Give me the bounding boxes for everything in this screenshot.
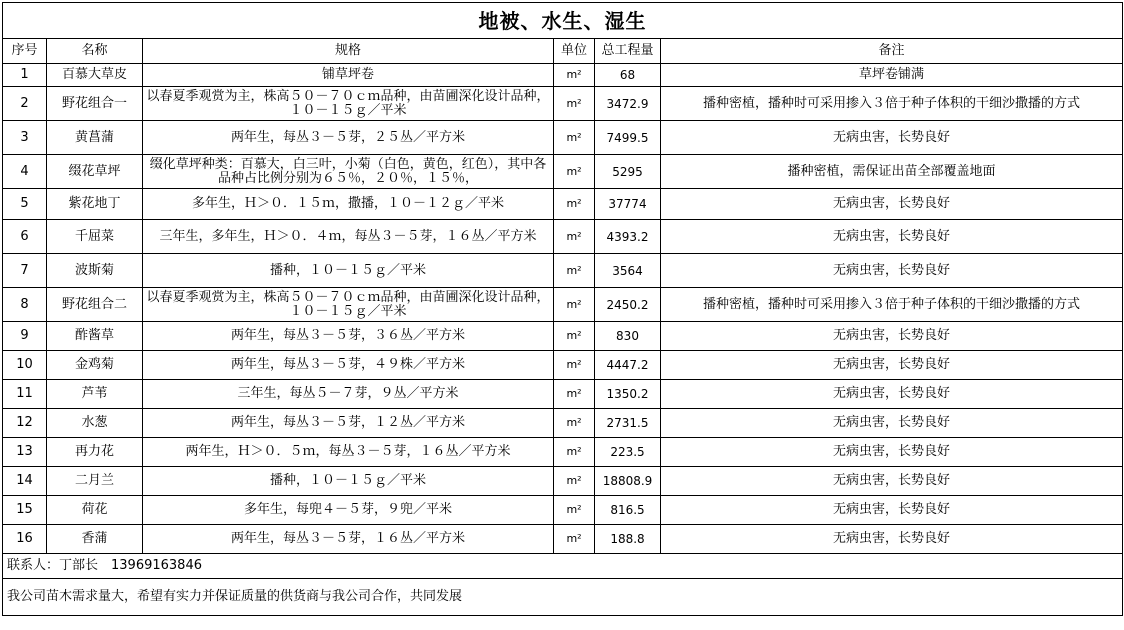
- plant-table: [2, 2, 1123, 616]
- table-row: [3, 351, 1123, 380]
- table-row: [3, 438, 1123, 467]
- row-unit: m²: [554, 525, 595, 554]
- row-note: 无病虫害，长势良好: [661, 220, 1123, 254]
- row-note: 播种密植，需保证出苗全部覆盖地面: [661, 155, 1123, 189]
- row-note: 无病虫害，长势良好: [661, 351, 1123, 380]
- table-row: [3, 64, 1123, 87]
- row-qty: 18808.9: [595, 467, 661, 496]
- row-index: 13: [3, 438, 47, 467]
- table-row: [3, 496, 1123, 525]
- row-spec: 缀化草坪种类：百慕大，白三叶，小菊（白色，黄色，红色），其中各品种占比例分别为６５％，２０％，１５％，: [143, 155, 554, 189]
- row-spec: 播种，１０－１５ｇ／平米: [143, 467, 554, 496]
- row-qty: 223.5: [595, 438, 661, 467]
- row-name: 荷花: [47, 496, 143, 525]
- table-row: [3, 220, 1123, 254]
- row-note: 无病虫害，长势良好: [661, 525, 1123, 554]
- row-note: 草坪卷铺满: [661, 64, 1123, 87]
- row-name: 黄菖蒲: [47, 121, 143, 155]
- header-index: 序号: [3, 39, 47, 64]
- header-spec: 规格: [143, 39, 554, 64]
- row-note: 无病虫害，长势良好: [661, 189, 1123, 220]
- row-name: 香蒲: [47, 525, 143, 554]
- row-qty: 37774: [595, 189, 661, 220]
- row-index: 4: [3, 155, 47, 189]
- header-name: 名称: [47, 39, 143, 64]
- row-name: 水葱: [47, 409, 143, 438]
- row-spec: 两年生，Ｈ＞０．５ｍ，每丛３－５芽，１６丛／平方米: [143, 438, 554, 467]
- table-row: [3, 467, 1123, 496]
- row-spec: 两年生，每丛３－５芽，２５丛／平方米: [143, 121, 554, 155]
- row-note: 无病虫害，长势良好: [661, 254, 1123, 288]
- table-row: [3, 87, 1123, 121]
- row-qty: 3472.9: [595, 87, 661, 121]
- row-spec: 两年生，每丛３－５芽，１２丛／平方米: [143, 409, 554, 438]
- row-unit: m²: [554, 220, 595, 254]
- row-name: 酢酱草: [47, 322, 143, 351]
- row-qty: 68: [595, 64, 661, 87]
- row-name: 二月兰: [47, 467, 143, 496]
- row-index: 11: [3, 380, 47, 409]
- row-index: 12: [3, 409, 47, 438]
- row-qty: 4447.2: [595, 351, 661, 380]
- row-index: 5: [3, 189, 47, 220]
- row-index: 9: [3, 322, 47, 351]
- row-unit: m²: [554, 351, 595, 380]
- row-spec: 三年生，多年生，Ｈ＞０．４ｍ，每丛３－５芽，１６丛／平方米: [143, 220, 554, 254]
- row-index: 6: [3, 220, 47, 254]
- row-unit: m²: [554, 467, 595, 496]
- row-qty: 188.8: [595, 525, 661, 554]
- row-qty: 830: [595, 322, 661, 351]
- row-qty: 3564: [595, 254, 661, 288]
- row-name: 再力花: [47, 438, 143, 467]
- row-index: 2: [3, 87, 47, 121]
- row-index: 1: [3, 64, 47, 87]
- row-qty: 5295: [595, 155, 661, 189]
- row-name: 野花组合二: [47, 288, 143, 322]
- row-name: 缀花草坪: [47, 155, 143, 189]
- table-row: [3, 155, 1123, 189]
- row-note: 无病虫害，长势良好: [661, 409, 1123, 438]
- row-note: 无病虫害，长势良好: [661, 438, 1123, 467]
- header-note: 备注: [661, 39, 1123, 64]
- row-note: 无病虫害，长势良好: [661, 467, 1123, 496]
- row-spec: 铺草坪卷: [143, 64, 554, 87]
- row-name: 百慕大草皮: [47, 64, 143, 87]
- row-unit: m²: [554, 322, 595, 351]
- row-name: 金鸡菊: [47, 351, 143, 380]
- row-qty: 4393.2: [595, 220, 661, 254]
- row-unit: m²: [554, 254, 595, 288]
- row-spec: 两年生，每丛３－５芽，１６丛／平方米: [143, 525, 554, 554]
- row-index: 3: [3, 121, 47, 155]
- row-index: 8: [3, 288, 47, 322]
- row-name: 芦苇: [47, 380, 143, 409]
- row-unit: m²: [554, 380, 595, 409]
- header-unit: 单位: [554, 39, 595, 64]
- row-note: 播种密植，播种时可采用掺入３倍于种子体积的干细沙撒播的方式: [661, 87, 1123, 121]
- row-name: 紫花地丁: [47, 189, 143, 220]
- table-row: [3, 380, 1123, 409]
- row-spec: 以春夏季观赏为主，株高５０－７０ｃｍ品种，由苗圃深化设计品种，１０－１５ｇ／平米: [143, 87, 554, 121]
- row-qty: 2450.2: [595, 288, 661, 322]
- row-qty: 7499.5: [595, 121, 661, 155]
- table-row: [3, 254, 1123, 288]
- table-row: [3, 288, 1123, 322]
- table-row: [3, 525, 1123, 554]
- row-unit: m²: [554, 496, 595, 525]
- table-row: [3, 409, 1123, 438]
- row-index: 15: [3, 496, 47, 525]
- row-unit: m²: [554, 438, 595, 467]
- row-name: 千屈菜: [47, 220, 143, 254]
- row-unit: m²: [554, 189, 595, 220]
- header-qty: 总工程量: [595, 39, 661, 64]
- row-note: 无病虫害，长势良好: [661, 121, 1123, 155]
- row-index: 14: [3, 467, 47, 496]
- row-index: 7: [3, 254, 47, 288]
- row-spec: 三年生，每丛５－７芽，９丛／平方米: [143, 380, 554, 409]
- table-row: [3, 189, 1123, 220]
- row-spec: 播种，１０－１５ｇ／平米: [143, 254, 554, 288]
- row-note: 无病虫害，长势良好: [661, 322, 1123, 351]
- cooperation-message: 我公司苗木需求量大，希望有实力并保证质量的供货商与我公司合作，共同发展: [3, 579, 1123, 616]
- row-unit: m²: [554, 121, 595, 155]
- row-spec: 两年生，每丛３－５芽，４９株／平方米: [143, 351, 554, 380]
- row-note: 无病虫害，长势良好: [661, 380, 1123, 409]
- row-qty: 2731.5: [595, 409, 661, 438]
- row-unit: m²: [554, 64, 595, 87]
- row-index: 16: [3, 525, 47, 554]
- header-row: [3, 39, 1123, 64]
- table-row: [3, 121, 1123, 155]
- row-index: 10: [3, 351, 47, 380]
- sheet-title: 地被、水生、湿生: [3, 3, 1123, 39]
- row-spec: 以春夏季观赏为主，株高５０－７０ｃｍ品种，由苗圃深化设计品种，１０－１５ｇ／平米: [143, 288, 554, 322]
- row-spec: 多年生，Ｈ＞０．１５ｍ，撒播，１０－１２ｇ／平米: [143, 189, 554, 220]
- row-spec: 两年生，每丛３－５芽，３６丛／平方米: [143, 322, 554, 351]
- row-name: 波斯菊: [47, 254, 143, 288]
- row-note: 播种密植，播种时可采用掺入３倍于种子体积的干细沙撒播的方式: [661, 288, 1123, 322]
- contact-info: 联系人：丁部长 13969163846: [3, 554, 1123, 579]
- table-row: [3, 322, 1123, 351]
- row-unit: m²: [554, 155, 595, 189]
- row-qty: 816.5: [595, 496, 661, 525]
- row-name: 野花组合一: [47, 87, 143, 121]
- row-unit: m²: [554, 409, 595, 438]
- row-unit: m²: [554, 288, 595, 322]
- row-qty: 1350.2: [595, 380, 661, 409]
- row-note: 无病虫害，长势良好: [661, 496, 1123, 525]
- row-spec: 多年生，每兜４－５芽，９兜／平米: [143, 496, 554, 525]
- row-unit: m²: [554, 87, 595, 121]
